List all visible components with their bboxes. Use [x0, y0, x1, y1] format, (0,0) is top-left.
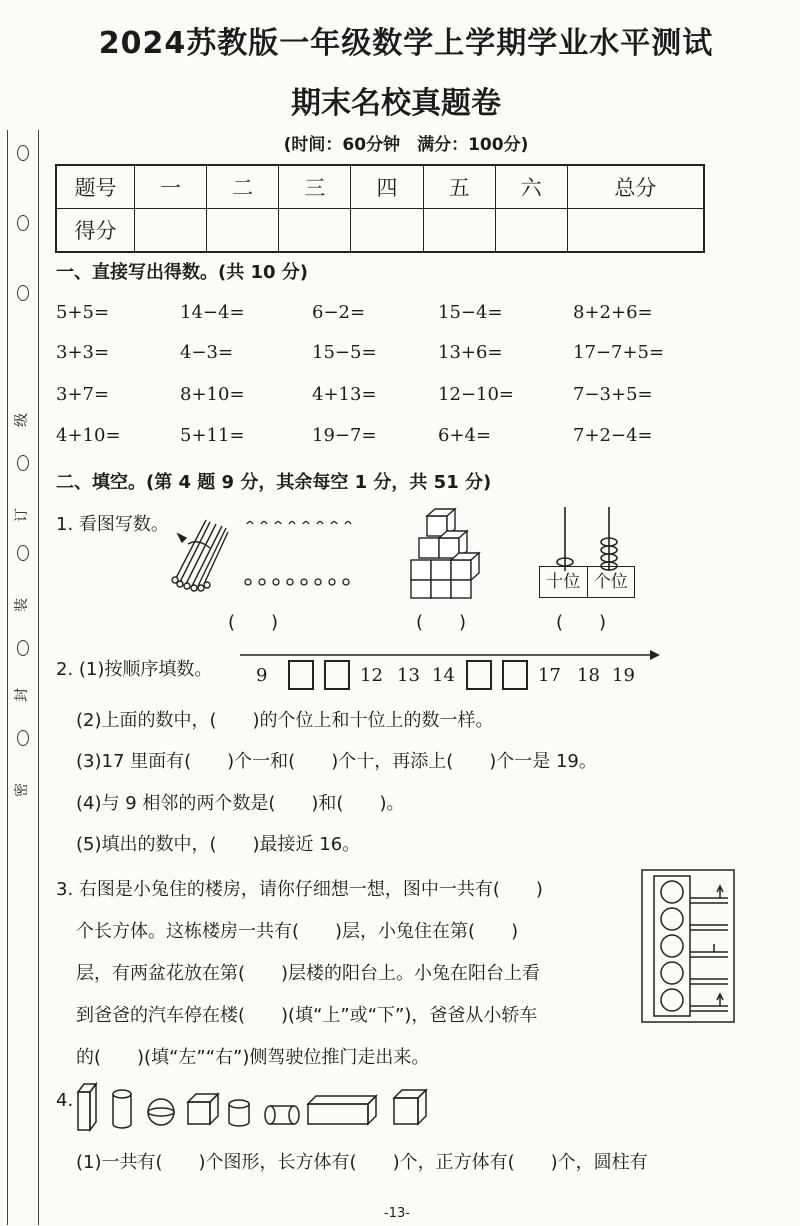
calc-item: 4+13=	[312, 384, 377, 405]
score-header-cell: 总分	[567, 165, 704, 209]
q2-subquestion: (5)填出的数中，( )最接近 16。	[76, 834, 361, 855]
abacus-labels	[539, 566, 635, 598]
section2-title: 二、填空。(第 4 题 9 分，其余每空 1 分，共 51 分)	[56, 472, 492, 493]
q3-line: 3. 右图是小兔住的楼房，请你仔细想一想，图中一共有( )	[56, 879, 543, 900]
strip-line-left	[7, 130, 8, 1225]
tens-label: 十位	[540, 567, 588, 597]
answer-blank[interactable]: ( )	[416, 612, 467, 633]
q3-line: 个长方体。这栋楼房一共有( )层，小兔住在第( )	[76, 921, 519, 942]
calc-item: 12−10=	[438, 384, 514, 405]
score-header-cell: 五	[423, 165, 495, 209]
calc-item: 5+5=	[56, 302, 110, 323]
score-header-cell: 六	[495, 165, 567, 209]
stick-bundle-illustration	[170, 512, 360, 602]
answer-blank[interactable]: ( )	[228, 612, 279, 633]
score-input-cell[interactable]	[351, 209, 423, 253]
strip-char: 订	[14, 508, 30, 522]
calc-item: 8+10=	[180, 384, 245, 405]
q2-label: 2. (1)按顺序填数。	[56, 659, 213, 680]
ones-label: 个位	[593, 572, 628, 592]
calc-item: 4+10=	[56, 425, 121, 446]
binding-hole	[17, 640, 29, 656]
strip-char: 装	[14, 598, 30, 612]
calc-item: 15−5=	[312, 342, 377, 363]
score-table-score-row	[56, 209, 704, 253]
section1-title: 一、直接写出得数。(共 10 分)	[56, 262, 309, 283]
number-line-value: 18	[577, 665, 600, 686]
score-header-cell: 一	[135, 165, 207, 209]
calc-item: 7−3+5=	[573, 384, 653, 405]
binding-hole	[17, 455, 29, 471]
q3-line: 的( )(填“左”“右”)侧驾驶位推门走出来。	[76, 1047, 430, 1068]
score-input-cell[interactable]	[423, 209, 495, 253]
solid-shapes-illustration	[72, 1080, 442, 1135]
score-table-header-row	[56, 165, 704, 209]
score-table	[55, 164, 705, 253]
page-number: -13-	[384, 1206, 410, 1221]
binding-hole	[17, 285, 29, 301]
calc-item: 6−2=	[312, 302, 366, 323]
page-subtitle: 期末名校真题卷	[291, 86, 501, 121]
strip-char: 密	[14, 783, 30, 797]
score-input-cell[interactable]	[135, 209, 207, 253]
binding-hole	[17, 545, 29, 561]
binding-hole	[17, 145, 29, 161]
score-row-label: 得分	[56, 209, 135, 253]
strip-char: 封	[14, 688, 30, 702]
number-line-value: 12	[360, 665, 383, 686]
calc-item: 8+2+6=	[573, 302, 653, 323]
calc-item: 3+7=	[56, 384, 110, 405]
strip-char: 级	[14, 413, 30, 427]
calc-item: 13+6=	[438, 342, 503, 363]
calc-item: 14−4=	[180, 302, 245, 323]
number-line-box[interactable]	[466, 660, 492, 690]
q4-label: 4.	[56, 1090, 74, 1111]
score-header-cell: 四	[351, 165, 423, 209]
calc-item: 17−7+5=	[573, 342, 665, 363]
strip-line-right	[38, 130, 39, 1225]
score-input-cell[interactable]	[279, 209, 351, 253]
number-line-box[interactable]	[502, 660, 528, 690]
abacus-illustration	[537, 505, 637, 575]
number-line-value: 13	[397, 665, 420, 686]
calc-item: 7+2−4=	[573, 425, 653, 446]
binding-hole	[17, 215, 29, 231]
q3-line: 到爸爸的汽车停在楼( )(填“上”或“下”)，爸爸从小轿车	[76, 1005, 538, 1026]
q2-subquestion: (3)17 里面有( )个一和( )个十，再添上( )个一是 19。	[76, 751, 597, 772]
score-input-cell[interactable]	[495, 209, 567, 253]
score-header-cell: 二	[207, 165, 279, 209]
score-input-cell[interactable]	[207, 209, 279, 253]
number-line-box[interactable]	[324, 660, 350, 690]
calc-item: 3+3=	[56, 342, 110, 363]
number-line-box[interactable]	[288, 660, 314, 690]
binding-strip	[0, 0, 52, 1226]
page-title: 2024苏教版一年级数学上学期学业水平测试	[98, 26, 714, 61]
exam-meta: (时间：60分钟 满分：100分)	[283, 135, 529, 155]
q1-label: 1. 看图写数。	[56, 514, 169, 535]
q3-line: 层，有两盆花放在第( )层楼的阳台上。小兔在阳台上看	[76, 963, 541, 984]
binding-hole	[17, 730, 29, 746]
number-line-value: 14	[432, 665, 455, 686]
calc-item: 6+4=	[438, 425, 492, 446]
number-line-value: 9	[256, 665, 268, 686]
score-header-cell: 三	[279, 165, 351, 209]
cube-stack-illustration	[405, 506, 495, 601]
calc-item: 5+11=	[180, 425, 245, 446]
number-line-value: 17	[538, 665, 561, 686]
answer-blank[interactable]: ( )	[556, 612, 607, 633]
rabbit-building-illustration	[640, 868, 736, 1024]
q4-subquestion: (1)一共有( )个图形，长方体有( )个，正方体有( )个，圆柱有	[76, 1152, 648, 1173]
score-header-cell: 题号	[56, 165, 135, 209]
calc-item: 4−3=	[180, 342, 234, 363]
calc-item: 15−4=	[438, 302, 503, 323]
q2-subquestion: (2)上面的数中，( )的个位上和十位上的数一样。	[76, 710, 494, 731]
q2-subquestion: (4)与 9 相邻的两个数是( )和( )。	[76, 793, 405, 814]
calc-item: 19−7=	[312, 425, 377, 446]
number-line-value: 19	[612, 665, 635, 686]
score-input-cell[interactable]	[567, 209, 704, 253]
